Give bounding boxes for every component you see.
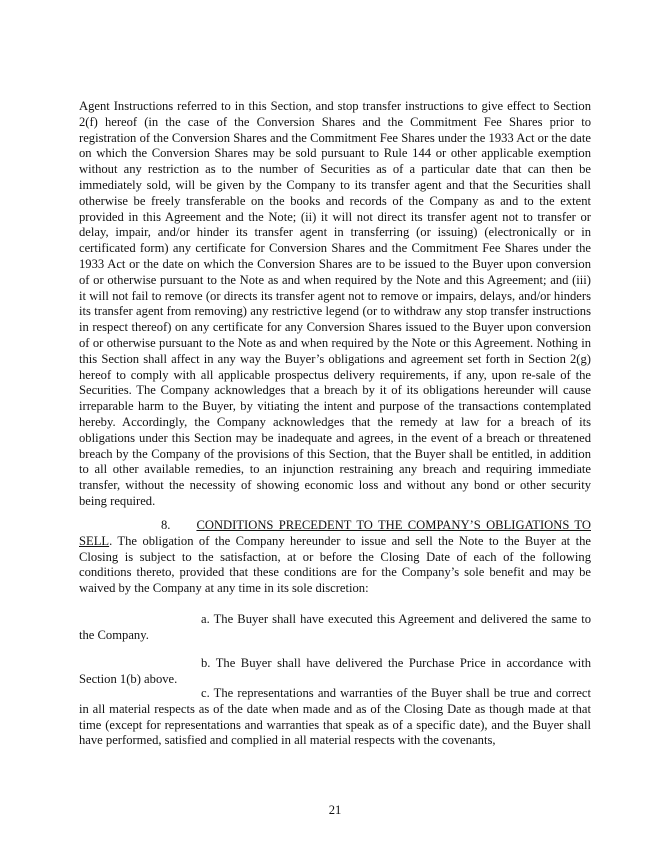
condition-item-b [79, 656, 591, 688]
condition-item-a [79, 612, 591, 644]
section-heading: CONDITIONS PRECEDENT TO THE COMPANY’S OBLIGATIONS TO SELL [79, 518, 591, 548]
condition-item-c-text: c. The representations and warranties of the Buyer shall be true and correct in all material respects as of the date when made and as of the Closing Date as though made at that time (except for representations and warranties that speak as of a specific date), and the Buyer shall have performed, satisfied and complied in all material respects with the covenants, [79, 686, 591, 748]
section-8-text: . The obligation of the Company hereunder to issue and sell the Note to the Buyer at the Closing is subject to the satisfaction, at or before the Closing Date of each of the following conditions thereto, provided that these conditions are for the Company’s sole benefit and may be waived by the Company at any time in its sole discretion: [79, 533, 591, 596]
section-number: 8. [161, 518, 171, 532]
condition-item-b-text: b. The Buyer shall have delivered the Purchase Price in accordance with Section 1(b) above. [79, 656, 591, 686]
section-8-paragraph [79, 518, 591, 597]
condition-item-c [79, 686, 591, 749]
condition-item-a-text: a. The Buyer shall have executed this Agreement and delivered the same to the Company. [79, 612, 591, 642]
paragraph-agent-instructions: Agent Instructions referred to in this Section, and stop transfer instructions to give effect to Section 2(f) hereof (in the case of the Conversion Shares and the Commitment Fee Shares prior to registration of the Conversion Shares and the Commitment Fee Shares under the 1933 Act or the date on which the Conversion Shares may be sold pursuant to Rule 144 or other applicable exemption without any restriction as to the number of Securities as of a particular date that can then be immediately sold, will be given by the Company to its transfer agent and that the Securities shall otherwise be freely transferable on the books and records of the Company as and to the extent provided in this Agreement and the Note; (ii) it will not direct its transfer agent not to transfer or delay, impair, and/or hinder its transfer agent in transferring (or issuing) (electronically or in certificated form) any certificate for Conversion Shares and the Commitment Fee Shares under the 1933 Act or the date on which the Conversion Shares are to be issued to the Buyer upon conversion of or otherwise pursuant to the Note as and when required by the Note and this Agreement; and (iii) it will not fail to remove (or directs its transfer agent not to remove or impairs, delays, and/or hinders its transfer agent from removing) any restrictive legend (or to withdraw any stop transfer instructions in respect thereof) on any certificate for any Conversion Shares issued to the Buyer upon conversion of or otherwise pursuant to the Note as and when required by the Note or this Agreement. Nothing in this Section shall affect in any way the Buyer’s obligations and agreement set forth in Section 2(g) hereof to comply with all applicable prospectus delivery requirements, if any, upon re-sale of the Securities. The Company acknowledges that a breach by it of its obligations hereunder will cause irreparable harm to the Buyer, by vitiating the intent and purpose of the transactions contemplated hereby. Accordingly, the Company acknowledges that the remedy at law for a breach of its obligations under this Section may be inadequate and agrees, in the event of a breach or threatened breach by the Company of the provisions of this Section, that the Buyer shall be entitled, in addition to all other available remedies, to an injunction restraining any breach and requiring immediate transfer, without the necessity of showing economic loss and without any bond or other security being required. [79, 99, 591, 508]
page-number: 21 [328, 803, 342, 817]
